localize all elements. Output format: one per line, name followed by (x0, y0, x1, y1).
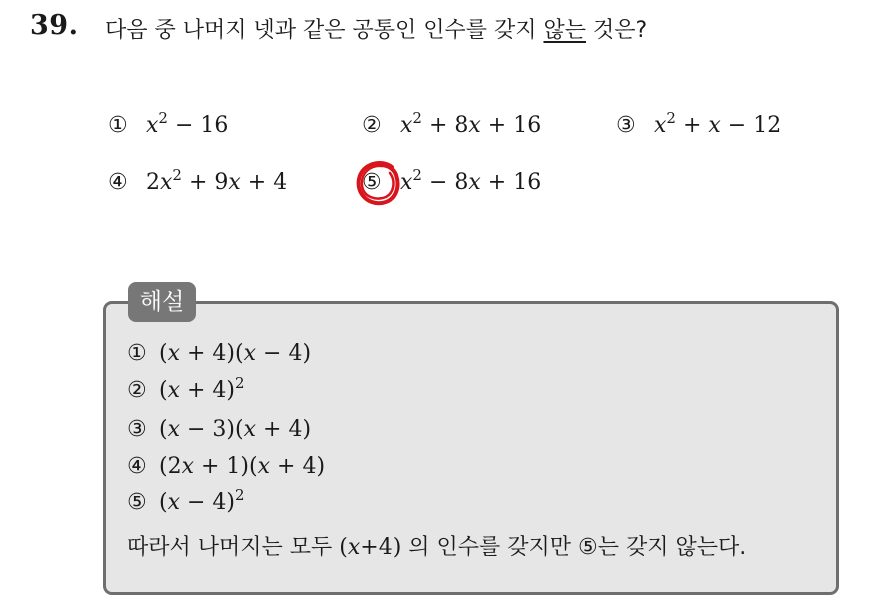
conclusion-before: 따라서 나머지는 모두 (127, 535, 340, 560)
question-text-underlined: 않는 (543, 18, 586, 43)
solution-line-4-marker: ④ (127, 454, 147, 479)
solution-line-3 (127, 417, 311, 442)
solution-line-3-expression: (x − 3)(x + 4) (159, 417, 312, 442)
answer-circle-mark (352, 157, 404, 209)
solution-line-1 (127, 341, 311, 366)
choice-4[interactable] (108, 166, 288, 195)
question-number: 39. (30, 10, 79, 41)
choice-3[interactable] (616, 109, 782, 138)
choice-2-expression: $x^2 + 8x + 16$ (400, 109, 542, 138)
solution-line-1-expression: (x + 4)(x − 4) (159, 341, 312, 366)
solution-line-5 (127, 486, 245, 515)
choice-1-expression: $x^2 - 16$ (146, 109, 229, 138)
choice-4-marker: ④ (108, 170, 128, 195)
answer-circle-stroke (359, 163, 398, 203)
solution-line-2-marker: ② (127, 378, 147, 403)
choice-4-expression: $2x^2 + 9x + 4$ (146, 166, 288, 195)
conclusion-after: 의 인수를 갖지만 ⑤는 갖지 않는다. (401, 535, 747, 560)
choice-2-marker: ② (362, 113, 382, 138)
solution-line-3-marker: ③ (127, 417, 147, 442)
choice-5-expression: $x^2 - 8x + 16$ (400, 166, 542, 195)
conclusion-math: (x+4) (339, 535, 402, 560)
answer-circle-inner-stroke (362, 166, 394, 199)
solution-line-1-marker: ① (127, 341, 147, 366)
question-text-after: 것은? (586, 18, 648, 43)
solution-tag: 해설 (128, 282, 196, 322)
choice-1[interactable] (108, 109, 229, 138)
choice-1-marker: ① (108, 113, 128, 138)
solution-line-5-marker: ⑤ (127, 490, 147, 515)
choice-3-expression: $x^2 + x - 12$ (654, 109, 782, 138)
solution-line-5-expression: $(x - 4)^2$ (159, 486, 245, 515)
choice-3-marker: ③ (616, 113, 636, 138)
question-text (105, 13, 647, 44)
solution-line-2-expression: $(x + 4)^2$ (159, 374, 245, 403)
choice-5-marker: ⑤ (362, 170, 382, 195)
choice-2[interactable] (362, 109, 542, 138)
solution-line-4 (127, 454, 325, 479)
solution-conclusion (127, 530, 746, 561)
solution-line-2 (127, 374, 245, 403)
question-text-before: 다음 중 나머지 넷과 같은 공통인 인수를 갖지 (105, 18, 544, 43)
solution-line-4-expression: (2x + 1)(x + 4) (159, 454, 326, 479)
